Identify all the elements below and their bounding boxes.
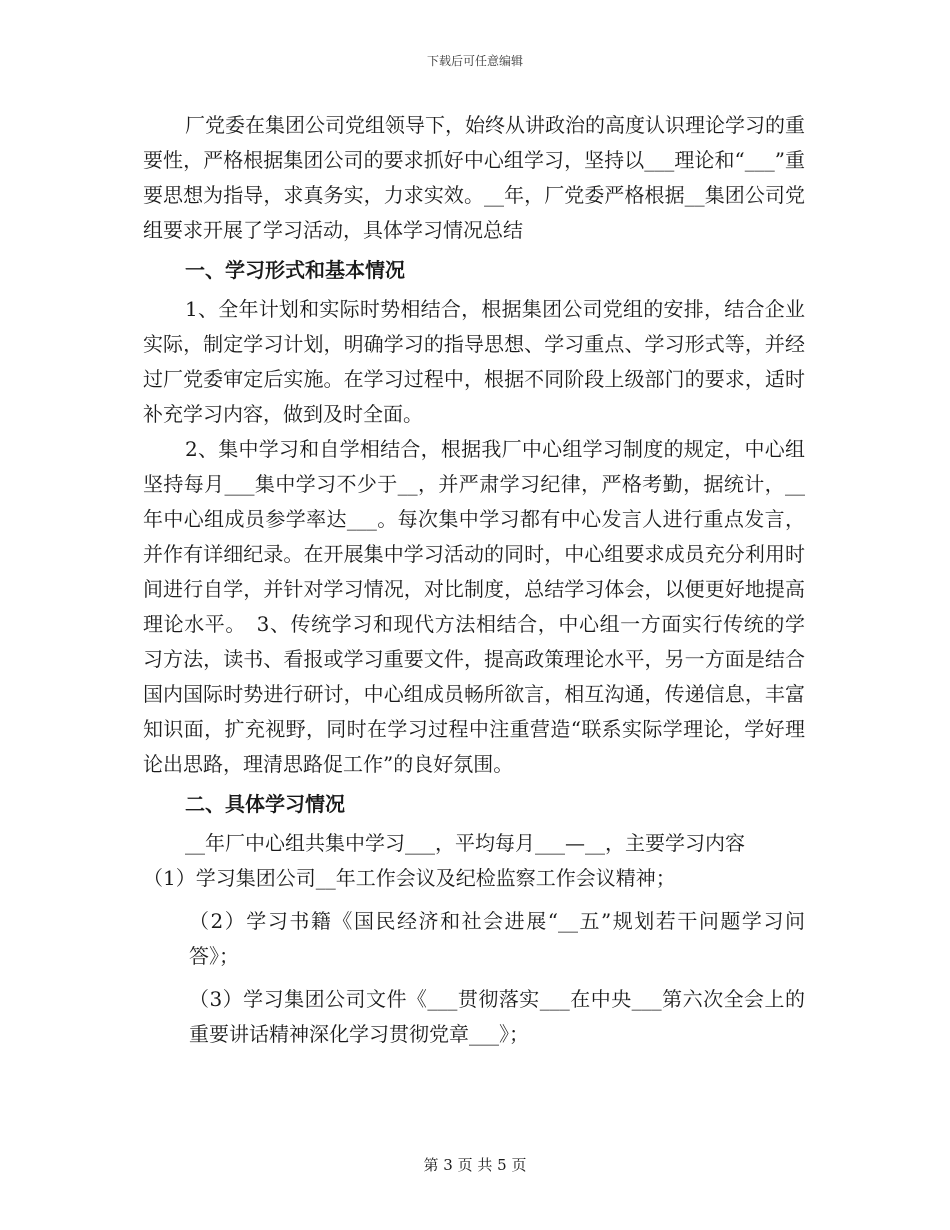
section-1-heading: 一、学习形式和基本情况	[185, 258, 405, 282]
document-body	[143, 108, 805, 1052]
page-number-footer: 第 3 页 共 5 页	[423, 1156, 527, 1174]
section-1-paragraph-1: 1、全年计划和实际时势相结合，根据集团公司党组的安排，结合企业实际，制定学习计划，明确学习的指导思想、学习重点、学习形式等，并经过厂党委审定后实施。在学习过程中，根据不同阶段上级部门的要求，适时补充学习内容，做到及时全面。	[143, 297, 805, 426]
section-1-paragraph-2: 2、集中学习和自学相结合，根据我厂中心组学习制度的规定，中心组坚持每月___集中学习不少于__，并严肃学习纪律，严格考勤，据统计，__年中心组成员参学率达___。每次集中学习都有中心发言人进行重点发言，并作有详细纪录。在开展集中学习活动的同时，中心组要求成员充分利用时间进行自学，并针对学习情况，对比制度，总结学习体会，以便更好地提高理论水平。 3、传统学习和现代方法相结合，中心组一方面实行传统的学习方法，读书、看报或学习重要文件，提高政策理论水平，另一方面是结合国内国际时势进行研讨，中心组成员畅所欲言，相互沟通，传递信息，丰富知识面，扩充视野，同时在学习过程中注重营造“联系实际学理论，学好理论出思路，理清思路促工作”的良好氛围。	[143, 437, 805, 776]
intro-paragraph: 厂党委在集团公司党组领导下，始终从讲政治的高度认识理论学习的重要性，严格根据集团公司的要求抓好中心组学习，坚持以___理论和“___”重要思想为指导，求真务实，力求实效。__年，厂党委严格根据__集团公司党组要求开展了学习活动，具体学习情况总结	[143, 113, 805, 242]
section-2-paragraph-1: __年厂中心组共集中学习___，平均每月___—__，主要学习内容	[185, 831, 745, 855]
section-2-heading: 二、具体学习情况	[185, 792, 345, 816]
list-item-1: （1）学习集团公司__年工作会议及纪检监察工作会议精神；	[143, 866, 676, 890]
list-item-2: （2）学习书籍《国民经济和社会进展“__五”规划若干问题学习问答》；	[189, 909, 805, 968]
list-item-3: （3）学习集团公司文件《___贯彻落实___在中央___第六次全会上的重要讲话精神深化学习贯彻党章___》；	[189, 987, 805, 1046]
page-header-note: 下载后可任意编辑	[426, 54, 523, 68]
